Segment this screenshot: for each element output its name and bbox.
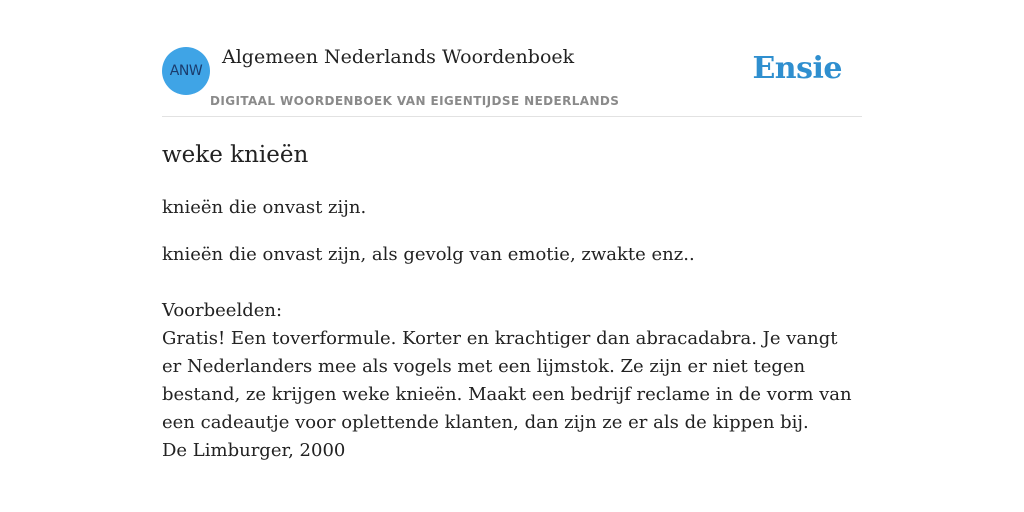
entry-examples (162, 297, 862, 465)
site-subtitle: DIGITAAL WOORDENBOEK VAN EIGENTIJDSE NEDERLANDS (210, 94, 620, 108)
entry-content (162, 140, 862, 465)
entry-definition-short: knieën die onvast zijn. (162, 197, 367, 218)
entry-headword: weke knieën (162, 142, 309, 168)
entry-definition-long: knieën die onvast zijn, als gevolg van emotie, zwakte enz.. (162, 244, 695, 265)
examples-label: Voorbeelden: (162, 300, 283, 321)
example-text: Gratis! Een toverformule. Korter en krachtiger dan abracadabra. Je vangt er Nederlanders mee als vogels met een lijmstok. Ze zijn er niet tegen bestand, ze krijgen weke knieën. Maakt een bedrijf reclame in de vorm van een cadeautje voor oplettende klanten, dan zijn ze er als de kippen bij. (162, 328, 852, 433)
site-header (162, 0, 862, 117)
anw-logo[interactable] (162, 47, 210, 95)
site-title[interactable]: Algemeen Nederlands Woordenboek (222, 46, 575, 68)
anw-logo-text: ANW (169, 63, 203, 79)
ensie-brand-link[interactable]: Ensie (752, 51, 842, 86)
example-source: De Limburger, 2000 (162, 440, 346, 461)
